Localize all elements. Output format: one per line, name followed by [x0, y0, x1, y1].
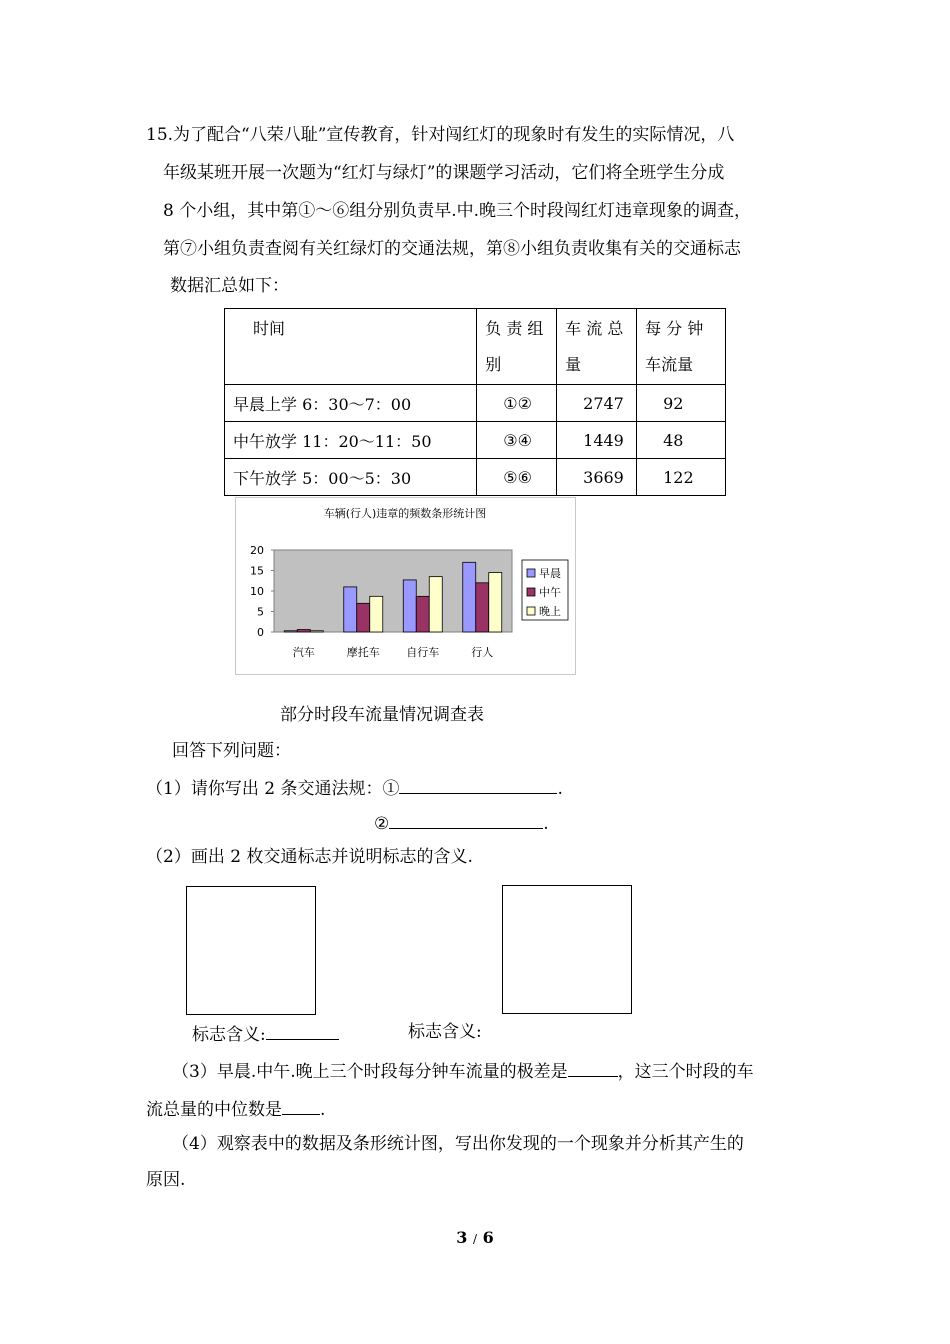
answer-blank-2[interactable]: [389, 810, 543, 829]
x-tick-label: 汽车: [292, 646, 315, 659]
bar-早晨: [403, 580, 416, 632]
legend-label: 晚上: [539, 605, 561, 618]
question-1-text: （1）请你写出 2 条交通法规：①: [146, 779, 400, 799]
cell-time: 早晨上学 6：30～7：00: [225, 385, 477, 422]
page-current: 3: [456, 1228, 468, 1247]
header-per-minute: 每 分 钟 车流量: [637, 309, 726, 385]
sign-meaning-2: 标志含义:: [408, 1022, 482, 1042]
bar-中午: [297, 630, 310, 632]
legend-label: 早晨: [539, 567, 561, 580]
cell-per-minute: 92: [637, 385, 726, 422]
answer-blank-1[interactable]: [399, 775, 557, 794]
legend-swatch: [527, 588, 535, 596]
question-1-end: .: [557, 779, 563, 799]
table-row: [225, 422, 726, 459]
cell-group: ①②: [477, 385, 557, 422]
legend-swatch: [527, 607, 535, 615]
cell-time: 下午放学 5：00～5：30: [225, 459, 477, 496]
problem-line-4: 第⑦小组负责查阅有关红绿灯的交通法规，第⑧小组负责收集有关的交通标志: [163, 239, 741, 259]
sign-drawing-box-2[interactable]: [502, 885, 632, 1014]
cell-per-minute: 122: [637, 459, 726, 496]
bar-中午: [416, 596, 429, 632]
cell-total: 2747: [557, 385, 637, 422]
header-group: 负 责 组 别: [477, 309, 557, 385]
cell-time: 中午放学 11：20～11：50: [225, 422, 477, 459]
cell-total: 1449: [557, 422, 637, 459]
header-time: 时间: [225, 309, 477, 385]
sign-meaning-1-label: 标志含义:: [192, 1025, 266, 1045]
question-3-line-2: [146, 1096, 325, 1121]
x-tick-label: 自行车: [406, 646, 440, 659]
sign-meaning-1: [192, 1021, 339, 1046]
y-tick-label: 5: [257, 605, 264, 619]
question-1: [146, 775, 563, 800]
question-1-second-end: .: [543, 814, 549, 834]
page-total: 6: [482, 1228, 494, 1247]
cell-group: ③④: [477, 422, 557, 459]
question-3-text-b: ，这三个时段的车: [617, 1062, 754, 1082]
cell-per-minute: 48: [637, 422, 726, 459]
question-3-text-d: .: [320, 1100, 326, 1120]
table-caption: 部分时段车流量情况调查表: [280, 705, 484, 725]
bar-晚上: [489, 573, 502, 632]
question-3-text-a: （3）早晨.中午.晚上三个时段每分钟车流量的极差是: [172, 1062, 568, 1082]
median-answer-blank[interactable]: [282, 1096, 320, 1115]
question-4-line-2: 原因.: [146, 1170, 186, 1190]
sign-meaning-blank-1[interactable]: [266, 1021, 339, 1040]
y-tick-label: 20: [250, 544, 264, 557]
bar-早晨: [344, 587, 357, 632]
problem-line-5: 数据汇总如下：: [170, 276, 289, 296]
question-3-text-c: 流总量的中位数是: [146, 1100, 282, 1120]
question-1-second-mark: ②: [374, 814, 390, 834]
legend-swatch: [527, 569, 535, 577]
table-row: [225, 459, 726, 496]
chart-title: 车辆(行人)违章的频数条形统计图: [323, 507, 487, 520]
bar-晚上: [310, 631, 323, 632]
cell-total: 3669: [557, 459, 637, 496]
question-1-second: [374, 810, 549, 835]
table-header-row: [225, 309, 726, 385]
legend-label: 中午: [539, 586, 561, 599]
table-row: [225, 385, 726, 422]
cell-group: ⑤⑥: [477, 459, 557, 496]
question-2: （2）画出 2 枚交通标志并说明标志的含义.: [146, 847, 473, 867]
bar-晚上: [370, 596, 383, 632]
range-answer-blank[interactable]: [568, 1058, 618, 1077]
y-tick-label: 15: [250, 564, 264, 578]
header-total: 车 流 总 量: [557, 309, 637, 385]
x-tick-label: 行人: [471, 646, 494, 659]
questions-intro: 回答下列问题：: [172, 741, 291, 761]
problem-line-1: 15.为了配合“八荣八耻”宣传教育，针对闯红灯的现象时有发生的实际情况，八: [146, 125, 735, 145]
chart-svg: [236, 498, 575, 674]
y-tick-label: 10: [250, 585, 264, 598]
bar-chart: [235, 497, 576, 675]
bar-晚上: [429, 577, 442, 632]
bar-早晨: [284, 631, 297, 632]
problem-line-2: 年级某班开展一次题为“红灯与绿灯”的课题学习活动，它们将全班学生分成: [163, 163, 725, 183]
x-tick-label: 摩托车: [346, 646, 380, 659]
y-tick-label: 0: [257, 626, 264, 639]
question-3-line-1: [172, 1058, 754, 1083]
sign-drawing-box-1[interactable]: [186, 886, 316, 1015]
bar-中午: [357, 603, 370, 632]
survey-table: [224, 308, 726, 496]
page-separator: /: [472, 1232, 478, 1246]
bar-中午: [476, 583, 489, 632]
question-4-line-1: （4）观察表中的数据及条形统计图，写出你发现的一个现象并分析其产生的: [172, 1134, 744, 1154]
problem-line-3: 8 个小组，其中第①～⑥组分别负责早.中.晚三个时段闯红灯违章现象的调查，: [163, 201, 752, 221]
page-number: [0, 1228, 950, 1247]
bar-早晨: [463, 562, 476, 632]
